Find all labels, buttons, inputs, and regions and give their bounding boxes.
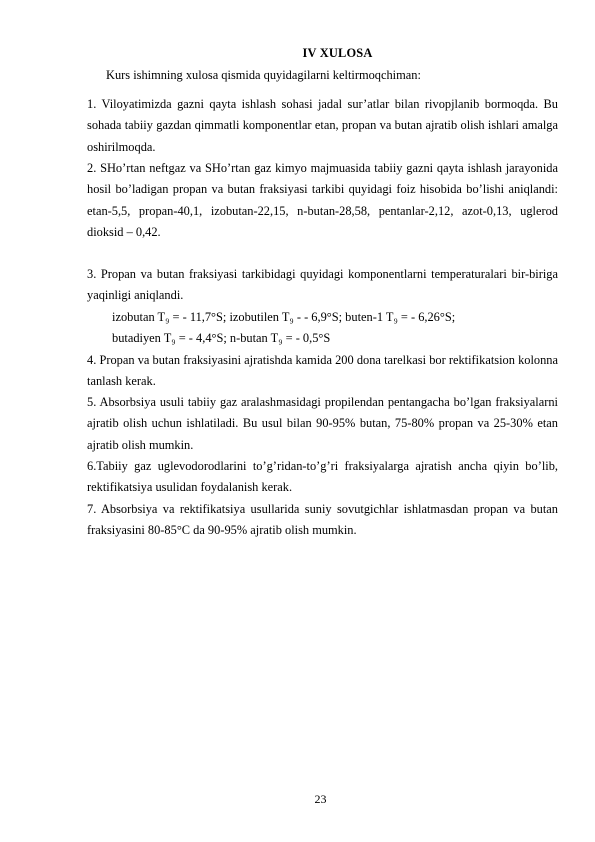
temperature-line-1: izobutan T₉ = - 11,7°S; izobutilen T₉ - - 6,9°S; buten-1 T₉ = - 6,26°S; [112,310,456,324]
conclusion-item-5: 5. Absorbsiya usuli tabiiy gaz aralashmasidagi propilendan pentangacha bo’lgan fraksiyalarni ajratib olish uchun ishlatiladi. Bu usul bilan 90-95% butan, 75-80% propan va 25-30% etan ajratib olish mumkin. [87,395,558,452]
conclusion-item-7: 7. Absorbsiya va rektifikatsiya usullarida suniy sovutgichlar ishlatmasdan propan va butan fraksiyasini 80-85°C da 90-95% ajratib olish mumkin. [87,502,558,538]
conclusion-item-1: 1. Viloyatimizda gazni qayta ishlash sohasi jadal sur’atlar bilan rivopjlanib bormoqda. Bu sohada tabiiy gazdan qimmatli komponentlar etan, propan va butan ajratib olish ishlari amalga oshirilmoqda. [87,97,558,154]
page-number: 23 [314,792,327,806]
conclusion-item-3: 3. Propan va butan fraksiyasi tarkibidagi quyidagi komponentlarni temperaturalari bir-biriga yaqinligi aniqlandi. [87,267,558,303]
conclusion-item-4: 4. Propan va butan fraksiyasini ajratishda kamida 200 dona tarelkasi bor rektifikatsion kolonna tanlash kerak. [87,353,558,389]
conclusion-item-2: 2. SHo’rtan neftgaz va SHo’rtan gaz kimyo majmuasida tabiiy gazni qayta ishlash jarayonida hosil bo’ladigan propan va butan fraksiyasi tarkibi quyidagi foiz hisobida bo’lishi aniqlandi: etan-5,5, propan-40,1, izobutan-22,15, n-butan-28,58, pentanlar-2,12, azot-0,13, uglerod dioksid – 0,42. [87,161,558,240]
conclusion-item-6: 6.Tabiiy gaz uglevodorodlarini to’g’ridan-to’g’ri fraksiyalarga ajratish ancha qiyin bo’lib, rektifikatsiya usulidan foydalanish kerak. [87,459,558,495]
section-heading: IV XULOSA [302,46,373,60]
temperature-line-2: butadiyen T₉ = - 4,4°S; n-butan T₉ = - 0,5°S [112,331,331,345]
intro-paragraph: Kurs ishimning xulosa qismida quyidagilarni keltirmoqchiman: [106,68,421,82]
